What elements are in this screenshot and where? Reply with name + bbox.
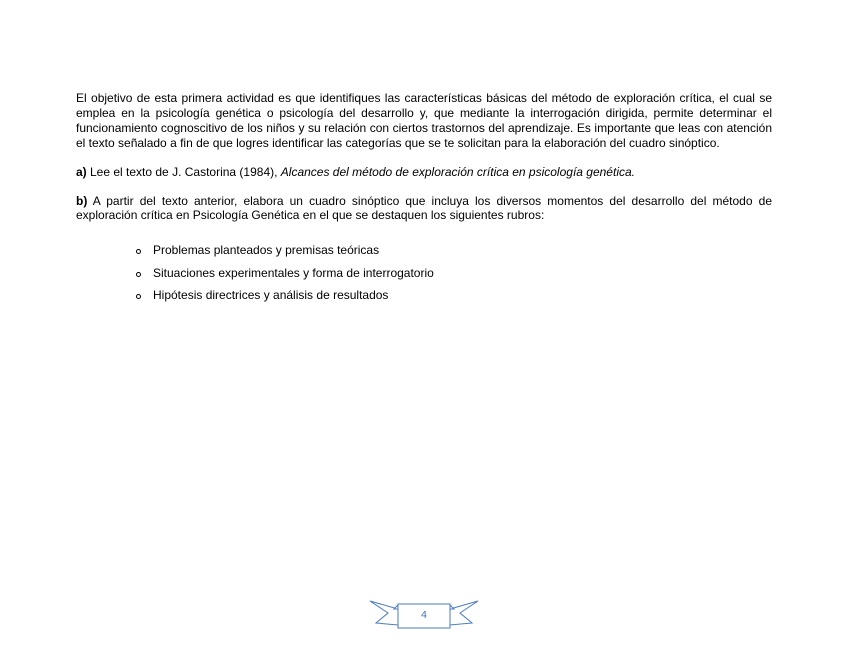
rubros-list xyxy=(76,243,772,311)
step-b-text: A partir del texto anterior, elabora un cuadro sinóptico que incluya los diversos momentos del desarrollo del método de exploración crítica en Psicología Genética en el que se destaquen los siguientes rubros: xyxy=(76,193,772,223)
step-b-paragraph xyxy=(76,194,772,224)
circle-bullet-icon xyxy=(136,249,141,254)
page-number: 4 xyxy=(420,610,428,621)
step-b-marker: b) xyxy=(76,193,88,208)
step-a-reading-title: Alcances del método de exploración crítica en psicología genética. xyxy=(280,164,635,179)
list-item-text: Problemas planteados y premisas teóricas xyxy=(153,243,380,258)
list-item-text: Situaciones experimentales y forma de interrogatorio xyxy=(153,265,434,280)
list-item-text: Hipótesis directrices y análisis de resultados xyxy=(153,288,389,303)
list-item xyxy=(134,288,772,311)
circle-bullet-icon xyxy=(136,294,141,299)
step-a-paragraph xyxy=(76,165,772,180)
list-item xyxy=(134,243,772,266)
step-a-marker: a) xyxy=(76,164,87,179)
intro-paragraph: El objetivo de esta primera actividad es que identifiques las características básicas del método de exploración crítica, el cual se emplea en la psicología genética o psicología del desarrollo y, que mediante la interrogación dirigida, permite determinar el funcionamiento cognoscitivo de los niños y su relación con ciertos trastornos del aprendizaje. Es importante que leas con atención el texto señalado a fin de que logres identificar las categorías que se te solicitan para la elaboración del cuadro sinóptico. xyxy=(76,91,772,150)
circle-bullet-icon xyxy=(136,272,141,277)
step-a-text: Lee el texto de J. Castorina (1984), xyxy=(86,164,281,179)
page-body xyxy=(76,91,772,311)
list-item xyxy=(134,266,772,289)
